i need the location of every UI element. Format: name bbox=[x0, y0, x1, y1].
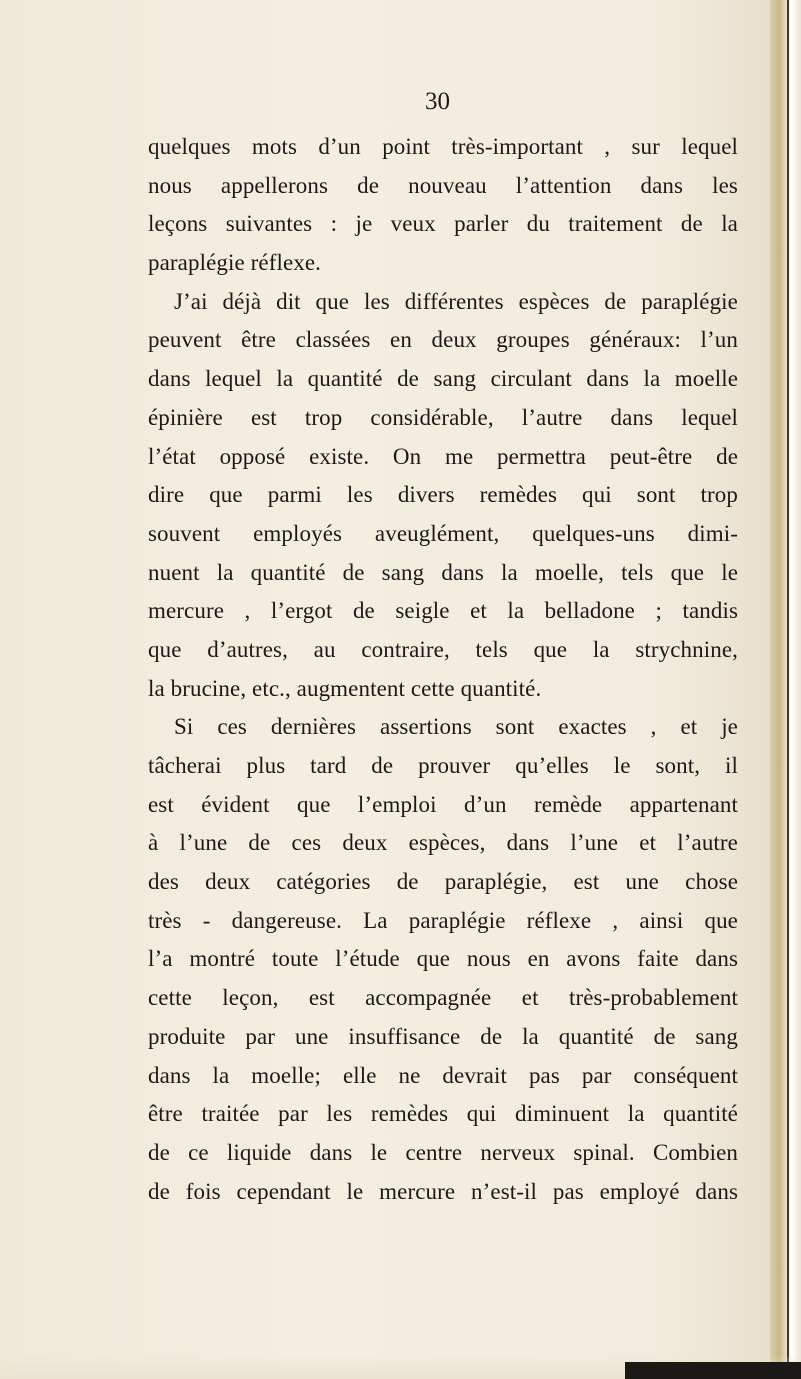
text-line: nuent la quantité de sang dans la moelle, tels que le bbox=[148, 559, 738, 585]
text-line: l’a montré toute l’étude que nous en avons faite dans bbox=[148, 946, 738, 972]
text-line: cette leçon, est accompagnée et très-probablement bbox=[148, 985, 738, 1011]
text-line: dire que parmi les divers remèdes qui sont trop bbox=[148, 482, 738, 508]
text-line: être traitée par les remèdes qui diminuent la quantité bbox=[148, 1101, 738, 1127]
text-line: très - dangereuse. La paraplégie réflexe , ainsi que bbox=[148, 907, 738, 933]
text-line: mercure , l’ergot de seigle et la belladone ; tandis bbox=[148, 598, 738, 624]
page-number: 30 bbox=[425, 88, 450, 115]
text-line: la brucine, etc., augmentent cette quantité. bbox=[148, 675, 542, 701]
text-line: paraplégie réflexe. bbox=[148, 250, 322, 276]
text-line: souvent employés aveuglément, quelques-uns dimi- bbox=[148, 520, 738, 546]
page-bottom-edge bbox=[625, 1362, 801, 1379]
text-line: J’ai déjà dit que les différentes espèces de paraplégie bbox=[174, 288, 738, 314]
text-line: de ce liquide dans le centre nerveux spinal. Combien bbox=[148, 1139, 738, 1165]
text-line: épinière est trop considérable, l’autre dans lequel bbox=[148, 404, 738, 430]
text-line: leçons suivantes : je veux parler du traitement de la bbox=[148, 211, 738, 237]
text-line: nous appellerons de nouveau l’attention dans les bbox=[148, 172, 738, 198]
text-line: l’état opposé existe. On me permettra peut-être de bbox=[148, 443, 738, 469]
text-line: des deux catégories de paraplégie, est une chose bbox=[148, 869, 738, 895]
page-edge bbox=[770, 0, 801, 1379]
body-text bbox=[148, 128, 738, 1211]
text-line: est évident que l’emploi d’un remède appartenant bbox=[148, 791, 738, 817]
text-line: peuvent être classées en deux groupes généraux: l’un bbox=[148, 327, 738, 353]
text-line: que d’autres, au contraire, tels que la strychnine, bbox=[148, 636, 738, 662]
text-line: tâcherai plus tard de prouver qu’elles le sont, il bbox=[148, 753, 738, 778]
text-line: dans la moelle; elle ne devrait pas par conséquent bbox=[148, 1062, 738, 1088]
page-edge-line bbox=[787, 0, 789, 1379]
text-line: à l’une de ces deux espèces, dans l’une et l’autre bbox=[148, 830, 738, 856]
text-line: produite par une insuffisance de la quantité de sang bbox=[148, 1023, 738, 1049]
text-line: dans lequel la quantité de sang circulant dans la moelle bbox=[148, 366, 738, 392]
text-line: Si ces dernières assertions sont exactes , et je bbox=[174, 714, 738, 740]
text-line: de fois cependant le mercure n’est-il pas employé dans bbox=[148, 1178, 738, 1204]
text-line: quelques mots d’un point très-important , sur lequel bbox=[148, 134, 738, 159]
